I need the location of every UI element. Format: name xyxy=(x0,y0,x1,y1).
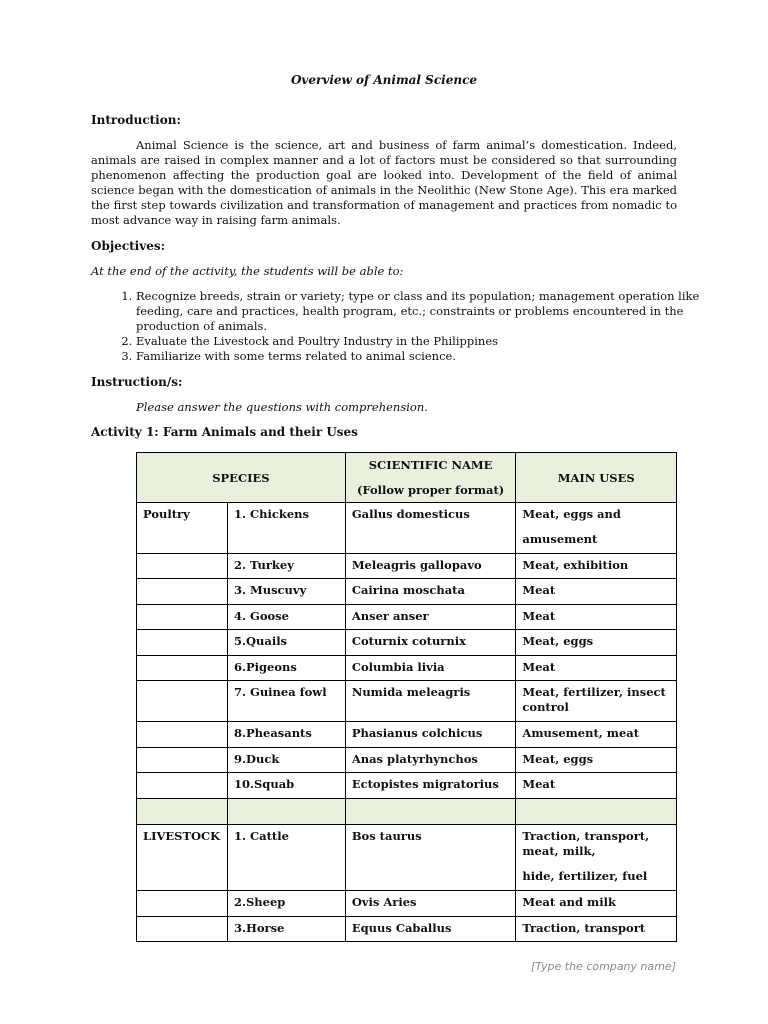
species-cell: 3. Muscuvy xyxy=(227,579,345,605)
main-uses-text: Meat, exhibition xyxy=(522,558,629,572)
header-species: SPECIES xyxy=(137,453,346,503)
species-cell: 6.Pigeons xyxy=(227,656,345,681)
scientific-name-cell: Cairina moschata xyxy=(345,579,516,605)
table-row xyxy=(137,773,677,799)
group-cell xyxy=(137,656,228,681)
species-cell: 8.Pheasants xyxy=(227,722,345,748)
main-uses-cell xyxy=(516,554,677,579)
table-row xyxy=(137,605,677,630)
main-uses-cell xyxy=(516,630,677,656)
main-uses-text: Meat, fertilizer, insect control xyxy=(522,685,666,714)
main-uses-text: Meat xyxy=(522,660,556,674)
objective-item: 2. Evaluate the Livestock and Poultry Industry in the Philippines xyxy=(136,334,722,349)
table-row xyxy=(137,554,677,579)
main-uses-text: Meat, eggs and xyxy=(522,507,621,521)
group-cell xyxy=(137,748,228,773)
objectives-heading: Objectives: xyxy=(91,239,166,253)
group-cell xyxy=(137,773,228,799)
scientific-name-cell xyxy=(345,799,516,825)
table-row xyxy=(137,748,677,773)
group-cell xyxy=(137,554,228,579)
group-cell xyxy=(137,579,228,605)
main-uses-text: Amusement, meat xyxy=(522,726,640,740)
introduction-body: Animal Science is the science, art and business of farm animal’s domestication. Indeed, animals are raised in complex manner and a lot of factors must be considered so that surrounding phenomenon affecting the production goal are looked into. Development of the field of animal science began with the domestication of animals in the Neolithic (New Stone Age). This era marked the first step towards civilization and transformation of management and practices from nomadic to most advance way in raising farm animals. xyxy=(91,138,677,227)
species-cell: 1. Chickens xyxy=(227,503,345,554)
main-uses-text: Meat xyxy=(522,777,556,791)
main-uses-cell xyxy=(516,825,677,891)
scientific-name-cell: Phasianus colchicus xyxy=(345,722,516,748)
main-uses-cell xyxy=(516,748,677,773)
header-scientific-name xyxy=(345,453,516,503)
table-row xyxy=(137,891,677,917)
scientific-name-cell: Ectopistes migratorius xyxy=(345,773,516,799)
main-uses-cell xyxy=(516,773,677,799)
main-uses-text: Meat xyxy=(522,609,556,623)
species-cell: 2. Turkey xyxy=(227,554,345,579)
scientific-name-cell: Columbia livia xyxy=(345,656,516,681)
table-row xyxy=(137,681,677,722)
table-row xyxy=(137,722,677,748)
group-cell xyxy=(137,630,228,656)
species-cell: 9.Duck xyxy=(227,748,345,773)
activity-heading: Activity 1: Farm Animals and their Uses xyxy=(91,425,358,439)
main-uses-text: Traction, transport xyxy=(522,921,646,935)
group-cell xyxy=(137,891,228,917)
scientific-name-cell: Numida meleagris xyxy=(345,681,516,722)
instructions-heading: Instruction/s: xyxy=(91,375,183,389)
objective-item: 3. Familiarize with some terms related to animal science. xyxy=(136,349,722,364)
table-row xyxy=(137,630,677,656)
main-uses-cell xyxy=(516,891,677,917)
scientific-name-cell: Anas platyrhynchos xyxy=(345,748,516,773)
main-uses-cell xyxy=(516,605,677,630)
group-cell xyxy=(137,681,228,722)
species-cell: 7. Guinea fowl xyxy=(227,681,345,722)
group-cell xyxy=(137,799,228,825)
group-cell xyxy=(137,605,228,630)
objectives-list xyxy=(91,289,722,364)
group-cell: LIVESTOCK xyxy=(137,825,228,891)
header-main-uses: MAIN USES xyxy=(516,453,677,503)
table-row xyxy=(137,917,677,942)
table-row xyxy=(137,825,677,891)
species-cell: 3.Horse xyxy=(227,917,345,942)
species-cell: 1. Cattle xyxy=(227,825,345,891)
species-cell: 4. Goose xyxy=(227,605,345,630)
table-row xyxy=(137,503,677,554)
scientific-name-cell: Anser anser xyxy=(345,605,516,630)
header-scientific-line1: SCIENTIFIC NAME xyxy=(368,458,493,472)
header-scientific-line2: (Follow proper format) xyxy=(357,483,505,497)
table-row xyxy=(137,579,677,605)
species-cell: 10.Squab xyxy=(227,773,345,799)
introduction-heading: Introduction: xyxy=(91,113,181,127)
main-uses-cell xyxy=(516,917,677,942)
species-cell xyxy=(227,799,345,825)
species-cell: 5.Quails xyxy=(227,630,345,656)
scientific-name-cell: Coturnix coturnix xyxy=(345,630,516,656)
group-cell xyxy=(137,722,228,748)
page-title: Overview of Animal Science xyxy=(290,73,478,87)
main-uses-text-continued: hide, fertilizer, fuel xyxy=(522,869,648,883)
main-uses-text-continued: amusement xyxy=(522,532,598,546)
main-uses-cell xyxy=(516,579,677,605)
main-uses-cell xyxy=(516,799,677,825)
objective-item: 1. Recognize breeds, strain or variety; type or class and its population; management operation like feeding, care and practices, health program, etc.; constraints or problems encountered in the production of animals. xyxy=(136,289,722,334)
scientific-name-cell: Meleagris gallopavo xyxy=(345,554,516,579)
main-uses-text: Traction, transport, meat, milk, xyxy=(522,829,650,858)
instructions-body: Please answer the questions with comprehension. xyxy=(136,400,428,414)
table-row xyxy=(137,656,677,681)
main-uses-text: Meat, eggs xyxy=(522,634,594,648)
scientific-name-cell: Bos taurus xyxy=(345,825,516,891)
footer-company-name: [Type the company name] xyxy=(530,960,676,973)
table-row xyxy=(137,799,677,825)
objectives-lead: At the end of the activity, the students will be able to: xyxy=(91,264,404,278)
table-header-row xyxy=(137,453,677,503)
scientific-name-cell: Gallus domesticus xyxy=(345,503,516,554)
group-cell: Poultry xyxy=(137,503,228,554)
main-uses-text: Meat and milk xyxy=(522,895,616,909)
main-uses-cell xyxy=(516,503,677,554)
scientific-name-cell: Ovis Aries xyxy=(345,891,516,917)
farm-animals-table xyxy=(136,452,677,942)
main-uses-cell xyxy=(516,656,677,681)
main-uses-text: Meat xyxy=(522,583,556,597)
main-uses-cell xyxy=(516,722,677,748)
species-cell: 2.Sheep xyxy=(227,891,345,917)
table-body xyxy=(137,503,677,942)
main-uses-cell xyxy=(516,681,677,722)
group-cell xyxy=(137,917,228,942)
main-uses-text: Meat, eggs xyxy=(522,752,594,766)
scientific-name-cell: Equus Caballus xyxy=(345,917,516,942)
